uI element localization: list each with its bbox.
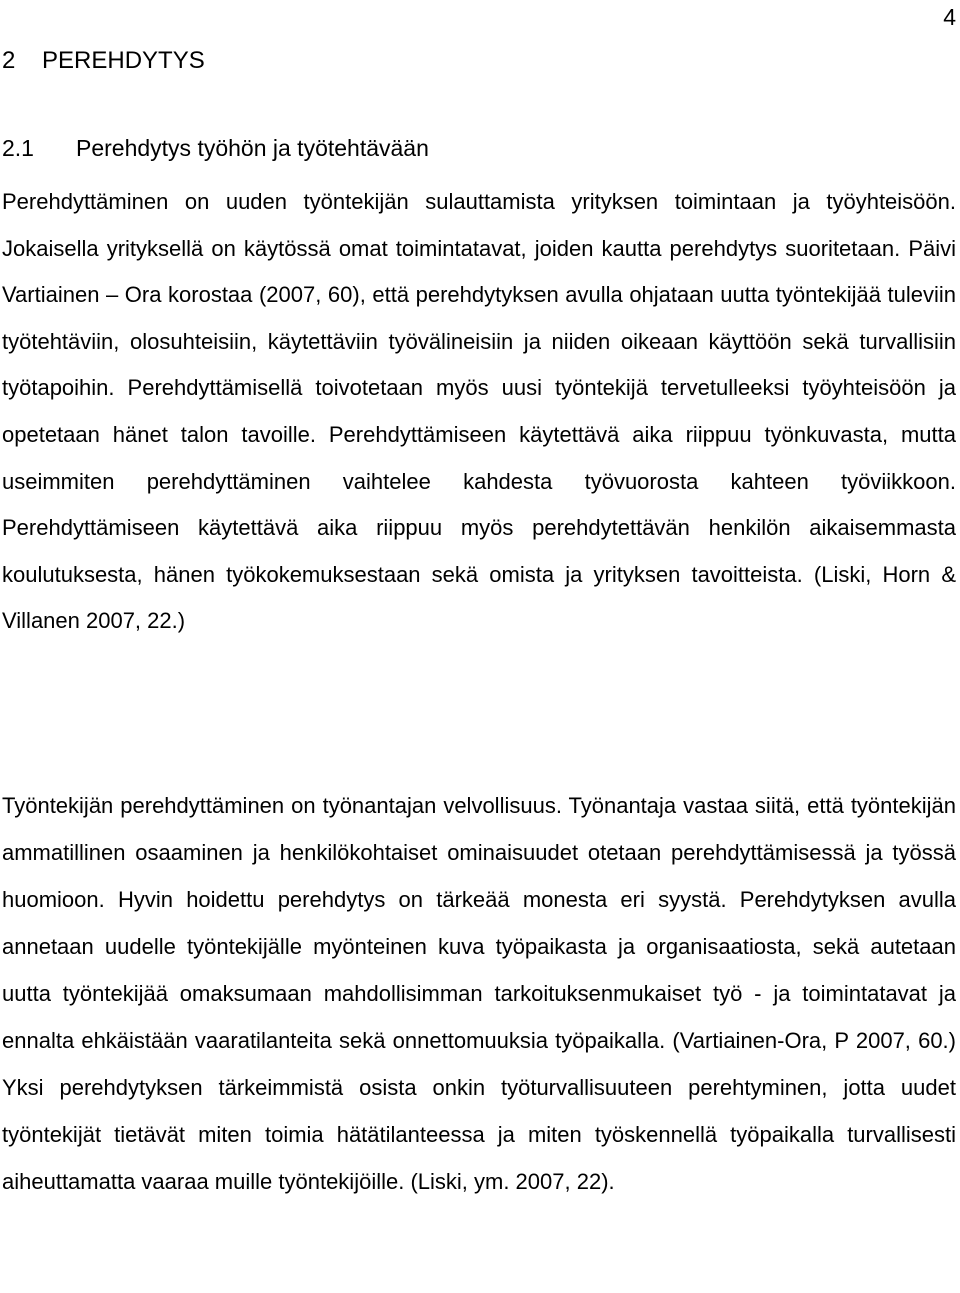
section-title: Perehdytys työhön ja työtehtävään: [76, 135, 429, 161]
chapter-heading: [2, 44, 205, 78]
chapter-number: 2: [2, 47, 16, 74]
chapter-title: PEREHDYTYS: [42, 47, 205, 74]
body-paragraph-1: Perehdyttäminen on uuden työntekijän sulauttamista yrityksen toimintaan ja työyhteisöön. Jokaisella yrityksellä on käytössä omat toimintatavat, joiden kautta perehdytys suoritetaan. Päivi Vartiainen – Ora korostaa (2007, 60), että perehdytyksen avulla ohjataan uutta työntekijää tuleviin työtehtäviin, olosuhteisiin, käytettäviin työvälineisiin ja niiden oikeaan käyttöön sekä turvallisiin työtapoihin. Perehdyttämisellä toivotetaan myös uusi työntekijä tervetulleeksi työyhteisöön ja opetetaan hänet talon tavoille. Perehdyttämiseen käytettävä aika riippuu työnkuvasta, mutta useimmiten perehdyttäminen vaihtelee kahdesta työvuorosta kahteen työviikkoon. Perehdyttämiseen käytettävä aika riippuu myös perehdytettävän henkilön aikaisemmasta koulutuksesta, hänen työkokemuksestaan sekä omista ja yrityksen tavoitteista. (Liski, Horn & Villanen 2007, 22.): [2, 189, 956, 634]
section-heading: [2, 132, 429, 164]
page-number: 4: [943, 4, 956, 30]
body-paragraph-2: Työntekijän perehdyttäminen on työnantajan velvollisuus. Työnantaja vastaa siitä, että työntekijän ammatillinen osaaminen ja henkilökohtaiset ominaisuudet otetaan perehdyttämisessä ja työssä huomioon. Hyvin hoidettu perehdytys on tärkeää monesta eri syystä. Perehdytyksen avulla annetaan uudelle työntekijälle myönteinen kuva työpaikasta ja organisaatiosta, sekä autetaan uutta työntekijää omaksumaan mahdollisimman tarkoituksenmukaiset työ - ja toimintatavat ja ennalta ehkäistään vaaratilanteita sekä onnettomuuksia työpaikalla. (Vartiainen-Ora, P 2007, 60.) Yksi perehdytyksen tärkeimmistä osista onkin työturvallisuuteen perehtyminen, jotta uudet työntekijät tietävät miten toimia hätätilanteessa ja miten työskennellä työpaikalla turvallisesti aiheuttamatta vaaraa muille työntekijöille. (Liski, ym. 2007, 22).: [2, 793, 956, 1194]
section-number: 2.1: [2, 135, 34, 161]
